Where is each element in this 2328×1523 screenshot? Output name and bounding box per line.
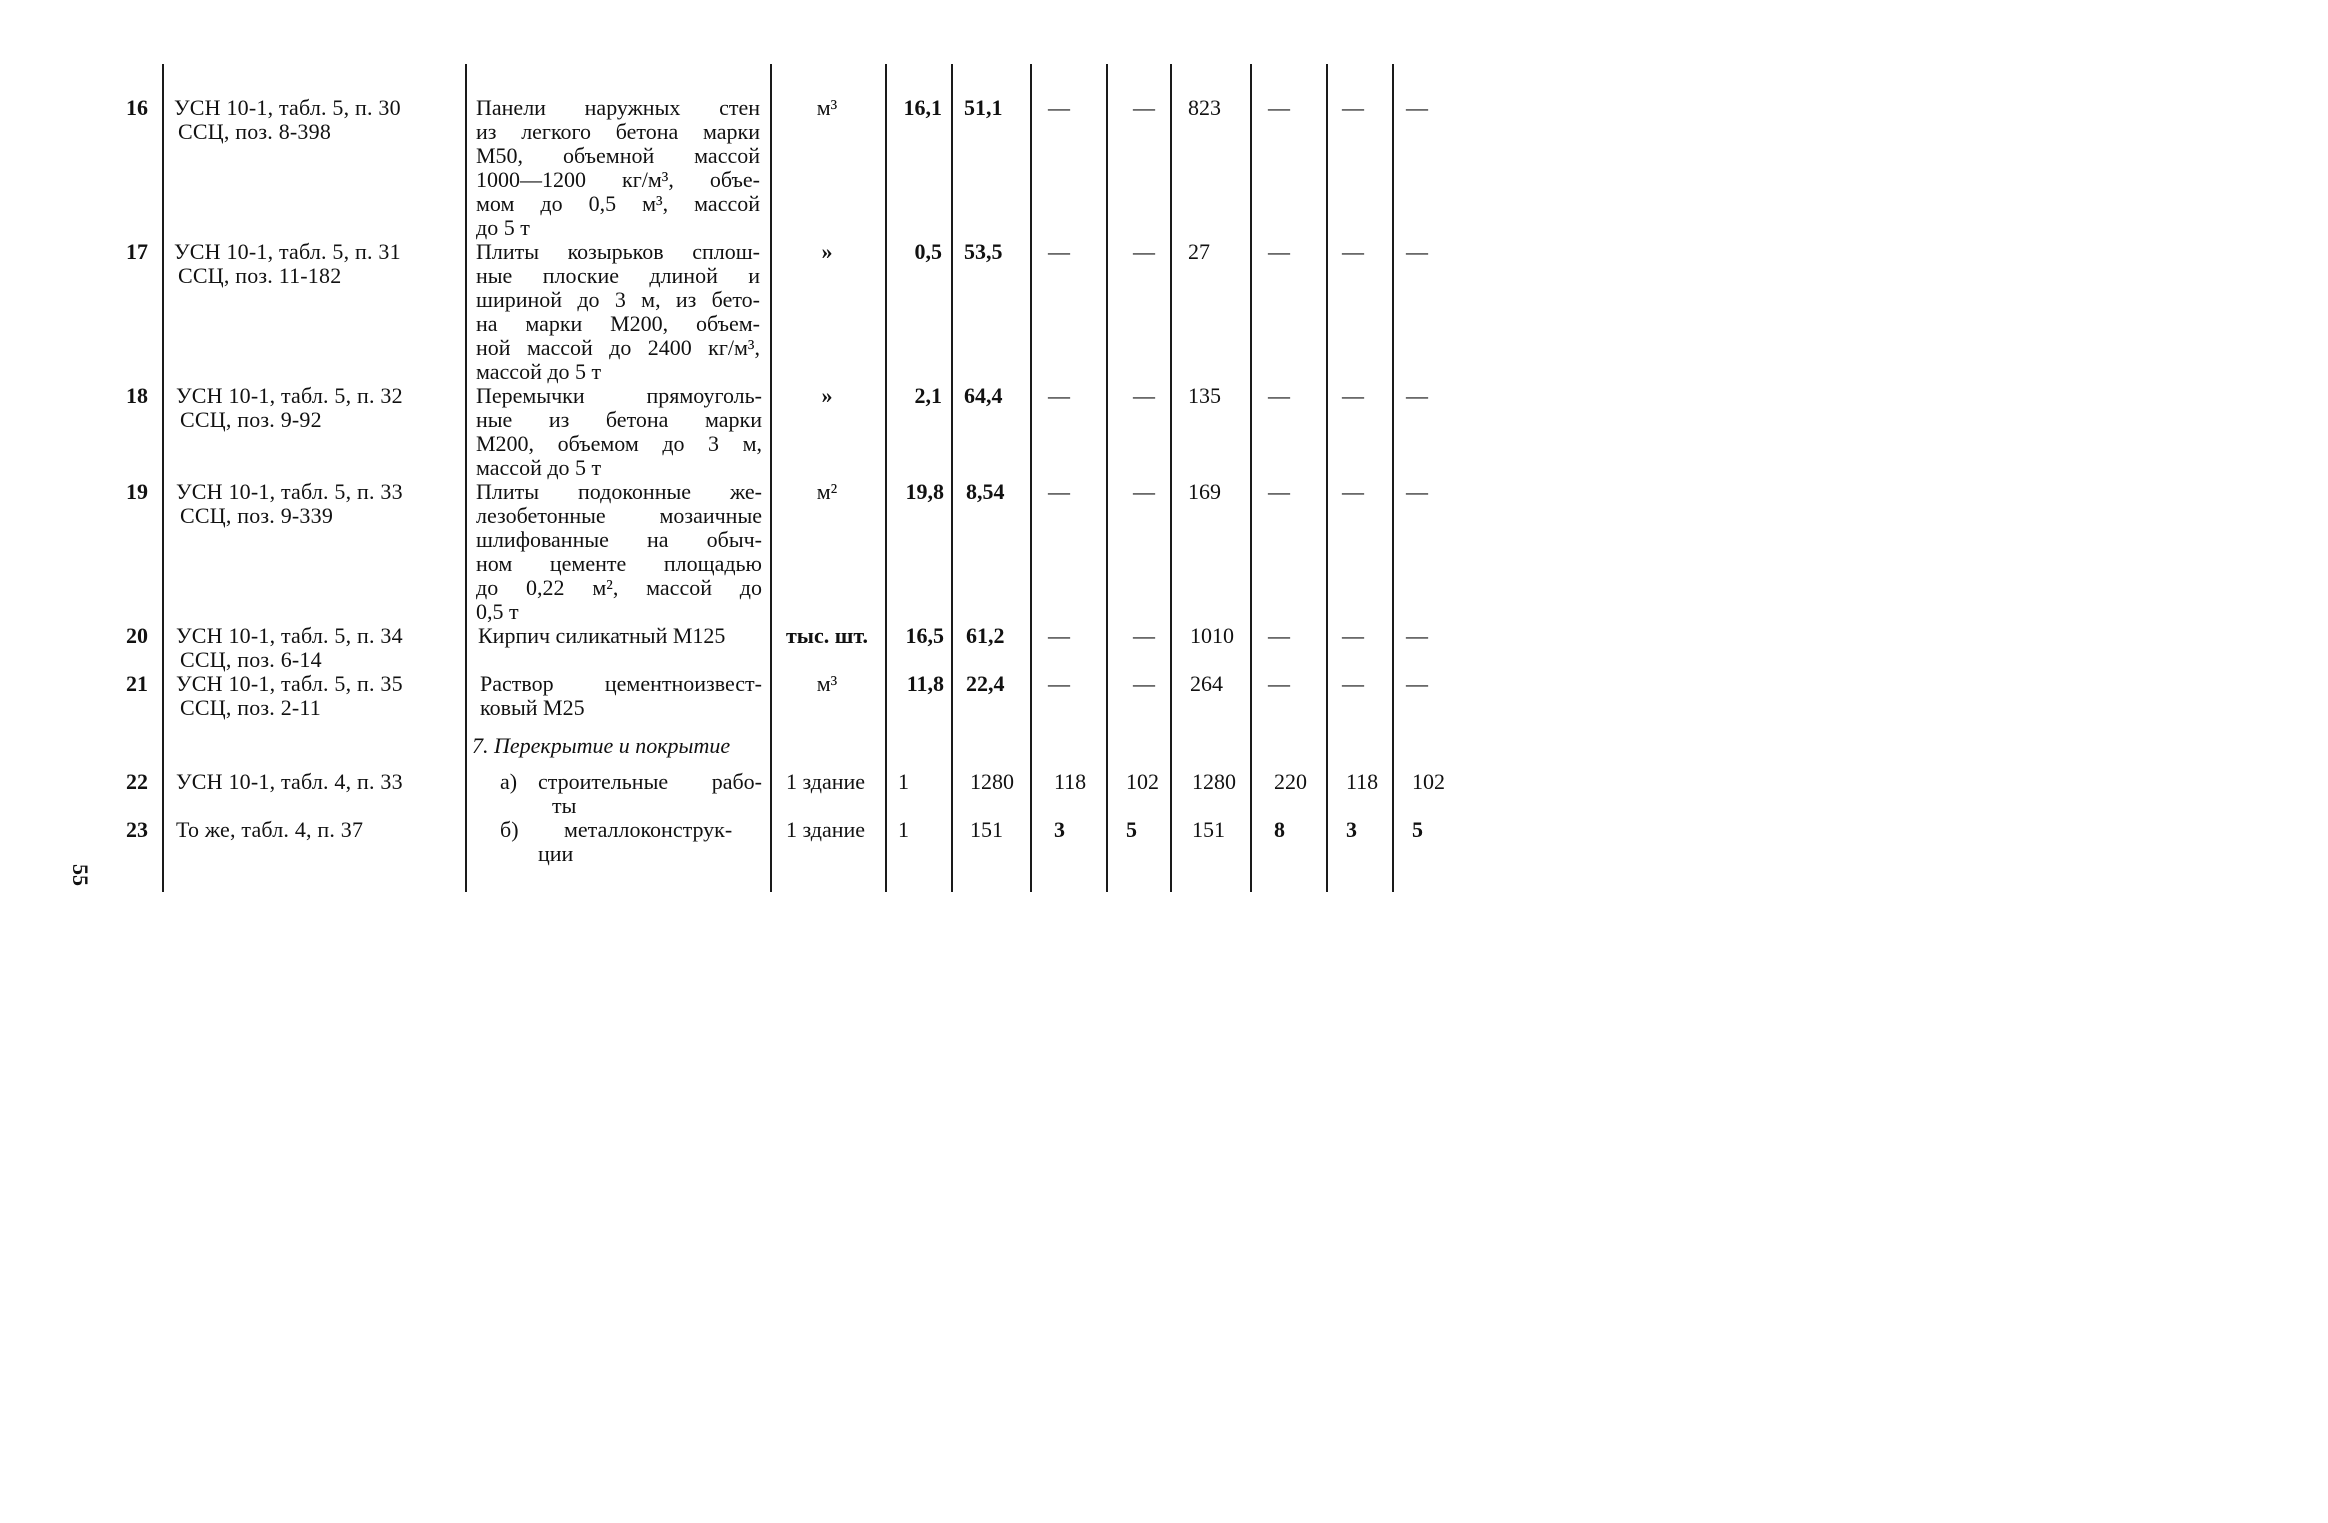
value-col4: 135 bbox=[1188, 383, 1221, 408]
description-line: ные плоские длиной и bbox=[476, 263, 760, 288]
value-col6: — bbox=[1342, 239, 1364, 264]
quantity: 16,5 bbox=[905, 623, 944, 648]
description-line: ции bbox=[538, 841, 574, 866]
row-number: 20 bbox=[126, 623, 148, 648]
section-heading: 7. Перекрытие и покрытие bbox=[472, 733, 731, 758]
row-number: 18 bbox=[126, 383, 148, 408]
value-col3: — bbox=[1133, 383, 1155, 408]
row-number: 21 bbox=[126, 671, 148, 696]
reference bbox=[176, 672, 403, 720]
description bbox=[476, 384, 762, 480]
value-col4: 169 bbox=[1188, 479, 1221, 504]
description-line: массой до 5 т bbox=[476, 359, 602, 384]
value-col2: 118 bbox=[1054, 769, 1087, 794]
unit: 1 здание bbox=[786, 769, 866, 794]
description-line: ты bbox=[552, 793, 577, 818]
value-col3: — bbox=[1133, 623, 1155, 648]
quantity: 0,5 bbox=[914, 239, 942, 264]
value-col7: 5 bbox=[1412, 817, 1423, 842]
reference-line: ССЦ, поз. 8-398 bbox=[178, 119, 332, 144]
value-col1: 8,54 bbox=[966, 479, 1005, 504]
description-line: до 0,22 м², массой до bbox=[476, 575, 762, 600]
value-col4: 151 bbox=[1192, 817, 1225, 842]
value-col2: — bbox=[1048, 95, 1070, 120]
value-col2: 3 bbox=[1054, 817, 1065, 842]
description-line: 1000—1200 кг/м³, объе- bbox=[476, 167, 760, 192]
value-col7: — bbox=[1406, 383, 1428, 408]
row-number: 17 bbox=[126, 239, 148, 264]
unit: » bbox=[821, 239, 833, 264]
value-col3: — bbox=[1133, 239, 1155, 264]
reference bbox=[176, 480, 403, 528]
reference bbox=[176, 384, 403, 432]
column-rule bbox=[465, 64, 467, 892]
unit: м³ bbox=[816, 671, 838, 696]
reference bbox=[174, 240, 401, 288]
value-col7: — bbox=[1406, 239, 1428, 264]
value-col1: 151 bbox=[970, 817, 1003, 842]
row-number: 19 bbox=[126, 479, 148, 504]
value-col4: 1010 bbox=[1190, 623, 1234, 648]
value-col1: 64,4 bbox=[964, 383, 1003, 408]
column-rule bbox=[1170, 64, 1172, 892]
description-prefix: а) bbox=[500, 769, 518, 794]
quantity: 1 bbox=[898, 817, 909, 842]
description-line: Плиты подоконные же- bbox=[476, 479, 762, 504]
value-col5: — bbox=[1268, 239, 1290, 264]
value-col3: 5 bbox=[1126, 817, 1137, 842]
document-page bbox=[0, 0, 1552, 1011]
description-line: из легкого бетона марки bbox=[476, 119, 760, 144]
description-line: Панели наружных стен bbox=[476, 95, 760, 120]
reference-line: УСН 10-1, табл. 5, п. 34 bbox=[176, 623, 403, 648]
value-col6: — bbox=[1342, 479, 1364, 504]
unit: 1 здание bbox=[786, 817, 866, 842]
page-number: 55 bbox=[68, 864, 93, 886]
description-line: 0,5 т bbox=[476, 599, 519, 624]
value-col5: — bbox=[1268, 479, 1290, 504]
column-rule bbox=[162, 64, 164, 892]
column-rule bbox=[770, 64, 772, 892]
column-rule bbox=[1392, 64, 1394, 892]
value-col4: 1280 bbox=[1192, 769, 1236, 794]
description-line: лезобетонные мозаичные bbox=[476, 503, 762, 528]
description-line: ной массой до 2400 кг/м³, bbox=[476, 335, 760, 360]
description bbox=[476, 96, 760, 240]
reference-line: ССЦ, поз. 11-182 bbox=[178, 263, 342, 288]
reference bbox=[176, 624, 403, 672]
value-col7: — bbox=[1406, 671, 1428, 696]
description bbox=[476, 480, 762, 624]
value-col1: 51,1 bbox=[964, 95, 1003, 120]
reference-line: УСН 10-1, табл. 5, п. 33 bbox=[176, 479, 403, 504]
description-line: массой до 5 т bbox=[476, 455, 602, 480]
value-col6: 3 bbox=[1346, 817, 1357, 842]
reference-line: УСН 10-1, табл. 5, п. 32 bbox=[176, 383, 403, 408]
value-col2: — bbox=[1048, 623, 1070, 648]
column-rule bbox=[1106, 64, 1108, 892]
value-col2: — bbox=[1048, 671, 1070, 696]
value-col2: — bbox=[1048, 239, 1070, 264]
value-col7: 102 bbox=[1412, 769, 1445, 794]
unit: м² bbox=[816, 479, 838, 504]
reference: УСН 10-1, табл. 4, п. 33 bbox=[176, 769, 403, 794]
quantity: 19,8 bbox=[905, 479, 944, 504]
value-col4: 27 bbox=[1188, 239, 1210, 264]
description-line: металлоконструк- bbox=[564, 817, 733, 842]
value-col3: — bbox=[1133, 671, 1155, 696]
value-col4: 823 bbox=[1188, 95, 1221, 120]
value-col2: — bbox=[1048, 383, 1070, 408]
value-col5: — bbox=[1268, 383, 1290, 408]
description bbox=[478, 624, 725, 648]
column-rule bbox=[885, 64, 887, 892]
value-col6: — bbox=[1342, 671, 1364, 696]
description-line: до 5 т bbox=[476, 215, 530, 240]
value-col6: — bbox=[1342, 383, 1364, 408]
value-col4: 264 bbox=[1190, 671, 1223, 696]
description bbox=[538, 817, 762, 866]
description-prefix: б) bbox=[500, 817, 519, 842]
row-number: 16 bbox=[126, 95, 148, 120]
unit: тыс. шт. bbox=[786, 623, 868, 648]
description-line: шириной до 3 м, из бето- bbox=[476, 287, 760, 312]
reference-line: ССЦ, поз. 9-339 bbox=[180, 503, 334, 528]
row-number: 23 bbox=[126, 817, 148, 842]
value-col3: — bbox=[1133, 479, 1155, 504]
reference-line: УСН 10-1, табл. 5, п. 31 bbox=[174, 239, 401, 264]
reference bbox=[174, 96, 401, 144]
column-rule bbox=[951, 64, 953, 892]
value-col5: 220 bbox=[1274, 769, 1307, 794]
value-col6: — bbox=[1342, 95, 1364, 120]
description-line: ковый М25 bbox=[480, 695, 585, 720]
quantity: 2,1 bbox=[914, 383, 942, 408]
value-col1: 22,4 bbox=[966, 671, 1005, 696]
value-col1: 53,5 bbox=[964, 239, 1003, 264]
column-rule bbox=[1030, 64, 1032, 892]
value-col3: 102 bbox=[1126, 769, 1159, 794]
value-col2: — bbox=[1048, 479, 1070, 504]
reference-line: ССЦ, поз. 9-92 bbox=[180, 407, 322, 432]
value-col7: — bbox=[1406, 95, 1428, 120]
quantity: 1 bbox=[898, 769, 909, 794]
value-col1: 61,2 bbox=[966, 623, 1005, 648]
description-line: на марки М200, объем- bbox=[476, 311, 760, 336]
reference-line: УСН 10-1, табл. 5, п. 30 bbox=[174, 95, 401, 120]
description bbox=[538, 770, 762, 818]
quantity: 11,8 bbox=[906, 671, 944, 696]
description-line: ном цементе площадью bbox=[476, 551, 762, 576]
description-line: строительные рабо- bbox=[538, 769, 762, 794]
value-col5: — bbox=[1268, 623, 1290, 648]
row-number: 22 bbox=[126, 769, 148, 794]
unit: м³ bbox=[816, 95, 838, 120]
description-line: Кирпич силикатный М125 bbox=[478, 623, 726, 648]
value-col6: 118 bbox=[1346, 769, 1379, 794]
reference: То же, табл. 4, п. 37 bbox=[176, 817, 364, 842]
description-line: Плиты козырьков сплош- bbox=[476, 239, 760, 264]
description-line: Раствор цементноизвест- bbox=[480, 671, 762, 696]
reference-line: ССЦ, поз. 2-11 bbox=[180, 695, 322, 720]
reference-line: ССЦ, поз. 6-14 bbox=[180, 647, 322, 672]
reference-line: УСН 10-1, табл. 5, п. 35 bbox=[176, 671, 403, 696]
value-col3: — bbox=[1133, 95, 1155, 120]
column-rule bbox=[1326, 64, 1328, 892]
value-col7: — bbox=[1406, 623, 1428, 648]
value-col1: 1280 bbox=[970, 769, 1014, 794]
quantity: 16,1 bbox=[903, 95, 942, 120]
value-col7: — bbox=[1406, 479, 1428, 504]
value-col6: — bbox=[1342, 623, 1364, 648]
description-line: ные из бетона марки bbox=[476, 407, 762, 432]
value-col5: — bbox=[1268, 671, 1290, 696]
description-line: мом до 0,5 м³, массой bbox=[476, 191, 760, 216]
description bbox=[476, 240, 760, 384]
value-col5: — bbox=[1268, 95, 1290, 120]
column-rule bbox=[1250, 64, 1252, 892]
unit: » bbox=[821, 383, 833, 408]
description-line: М50, объемной массой bbox=[476, 143, 760, 168]
description-line: Перемычки прямоуголь- bbox=[476, 383, 762, 408]
value-col5: 8 bbox=[1274, 817, 1285, 842]
description-line: шлифованные на обыч- bbox=[476, 527, 762, 552]
description-line: М200, объемом до 3 м, bbox=[476, 431, 762, 456]
description bbox=[480, 672, 762, 720]
